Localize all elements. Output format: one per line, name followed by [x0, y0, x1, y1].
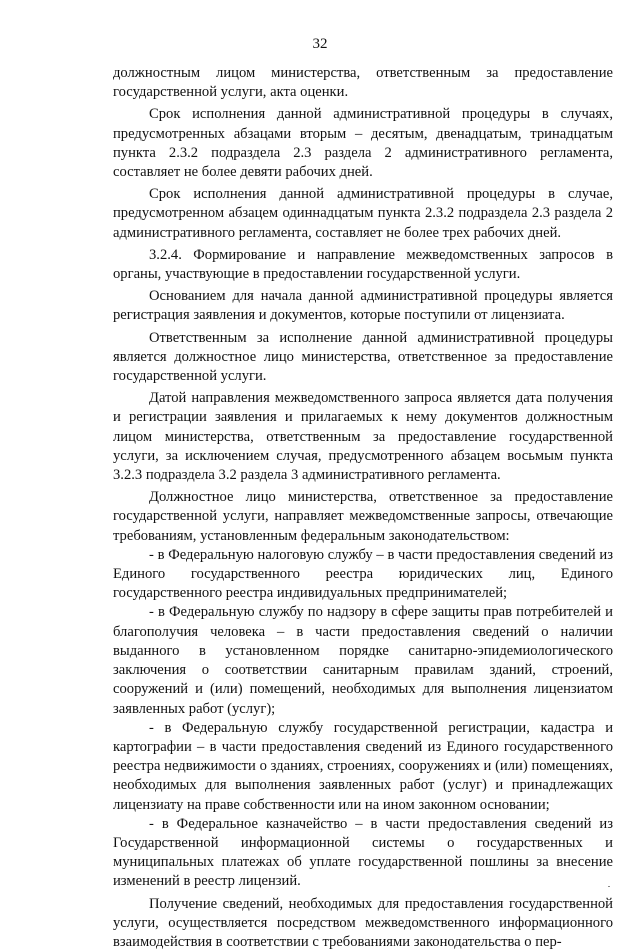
paragraph-procedure-basis: Основанием для начала данной административной процедуры является регистрация заявления и документов, которые поступили от лицензиата. [113, 288, 613, 324]
paragraph-section-3-2-4: 3.2.4. Формирование и направление межведомственных запросов в органы, участвующие в предоставлении государственной услуги. [113, 246, 613, 283]
page-number: 32 [312, 36, 328, 52]
paragraph-information-exchange: Получение сведений, необходимых для предоставления государственной услуги, осуществляется посредством межведомственного информационного взаимодействия в соответствии с требованиями законодательства о пер- [113, 895, 613, 950]
document-body [113, 64, 613, 952]
paragraph-responsible-official: Ответственным за исполнение данной административной процедуры является должностное лицо министерства, ответственное за предоставление государственной услуги. [113, 329, 613, 385]
paragraph-request-date: Датой направления межведомственного запроса является дата получения и регистрации заявления и прилагаемых к нему документов должностным лицом министерства, ответственным за предоставление государственной услуги, за исключением случая, предусмотренного абзацем восьмым пункта 3.2.3 подраздела 3.2 раздела 3 административного регламента. [113, 390, 613, 484]
list-item-treasury: - в Федеральное казначейство – в части предоставления сведений из Государственной информационной системы о государственных и муниципальных платежах об уплате государственной пошлины за внесение изменений в реестр лицензий. [113, 815, 613, 890]
paragraph-deadline-three-days: Срок исполнения данной административной процедуры в случае, предусмотренном абзацем одиннадцатым пункта 2.3.2 подраздела 2.3 раздела 2 административного регламента, составляет не более трех рабочих дней. [113, 186, 613, 241]
scan-artifact [608, 886, 610, 887]
paragraph-deadline-nine-days: Срок исполнения данной административной процедуры в случаях, предусмотренных абзацами вторым – десятым, двенадцатым, тринадцатым пункта 2.3.2 подраздела 2.3 раздела 2 административного регламента, составляет не более девяти рабочих дней. [113, 106, 613, 181]
list-item-consumer-protection: - в Федеральную службу по надзору в сфере защиты прав потребителей и благополучия человека – в части предоставления сведений о наличии выданного в установленном порядке санитарно-эпидемиологического заключения о соответствии санитарным правилам зданий, строений, сооружений и (или) помещений, необходимых для выполнения лицензиатом заявленных работ (услуг); [113, 604, 613, 717]
list-item-tax-service: - в Федеральную налоговую службу – в части предоставления сведений из Единого государственного реестра юридических лиц, Единого государственного реестра индивидуальных предпринимателей; [113, 546, 613, 602]
paragraph-continuation: должностным лицом министерства, ответственным за предоставление государственной услуги, акта оценки. [113, 65, 613, 101]
list-item-cadastre: - в Федеральную службу государственной регистрации, кадастра и картографии – в части предоставления сведений из Единого государственного реестра недвижимости о зданиях, строениях, сооружениях и (или) помещениях, необходимых для выполнения заявленных работ (услуг) и принадлежащих лицензиату на праве собственности или на ином законном основании; [113, 719, 613, 813]
paragraph-requests-sent: Должностное лицо министерства, ответственное за предоставление государственной услуги, направляет межведомственные запросы, отвечающие требованиям, установленным федеральным законодательством: [113, 489, 613, 544]
